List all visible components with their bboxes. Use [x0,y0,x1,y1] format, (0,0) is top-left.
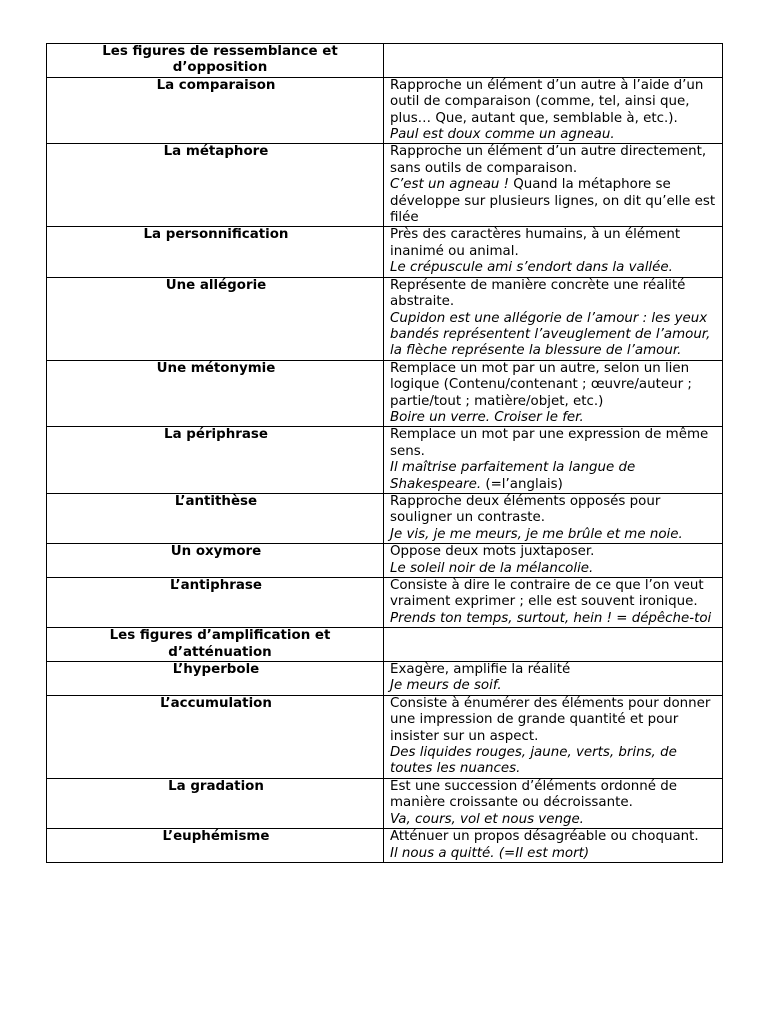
figure-definition [384,277,723,360]
definition-text: Quand la métaphore se développe sur plusieurs lignes, on dit qu’elle est filée [390,177,716,226]
section-heading-cell [47,44,384,78]
figure-definition [384,829,723,863]
example-text: Je meurs de soif. [390,678,502,694]
figure-term: L’accumulation [47,695,384,778]
table-row [47,695,723,778]
example-text: Va, cours, vol et nous venge. [390,811,584,827]
table-row [47,77,723,144]
table-row [47,662,723,696]
table-row [47,427,723,494]
example-text: Il maîtrise parfaitement la langue de Shakespeare. [390,460,636,492]
table-row [47,277,723,360]
table-row [47,829,723,863]
figure-term: Un oxymore [47,544,384,578]
figure-term: La comparaison [47,77,384,144]
section-heading-row [47,628,723,662]
example-text: C’est un agneau ! [390,177,510,193]
figure-definition [384,695,723,778]
table-row [47,493,723,543]
section-heading-row [47,44,723,78]
figure-term: Une allégorie [47,277,384,360]
section-heading: Les figures d’amplification et d’atténuation [109,628,331,660]
figures-de-style-table [46,43,723,863]
section-heading-empty-cell [384,44,723,78]
figure-term: La gradation [47,778,384,828]
definition-text: Consiste à dire le contraire de ce que l’on veut vraiment exprimer ; elle est souvent ironique. [390,578,704,610]
example-text: Le crépuscule ami s’endort dans la vallée. [390,260,673,276]
figure-definition [384,778,723,828]
section-heading: Les figures de ressemblance et d’opposition [102,44,338,76]
figure-term: L’antithèse [47,493,384,543]
definition-text: Atténuer un propos désagréable ou choquant. [390,829,699,845]
figure-definition [384,544,723,578]
figure-definition [384,360,723,427]
figure-term: La périphrase [47,427,384,494]
definition-text: Consiste à énumérer des éléments pour donner une impression de grande quantité et pour insister sur un aspect. [390,695,711,744]
definition-text: Remplace un mot par un autre, selon un lien logique (Contenu/contenant ; œuvre/auteur ; partie/tout ; matière/objet, etc.) [390,360,692,409]
figure-term: L’antiphrase [47,578,384,628]
figure-term: Une métonymie [47,360,384,427]
table-row [47,144,723,227]
figure-term: La personnification [47,227,384,277]
figure-term: L’euphémisme [47,829,384,863]
figure-definition [384,427,723,494]
figure-definition [384,493,723,543]
definition-text: Représente de manière concrète une réalité abstraite. [390,277,686,310]
definition-text: Près des caractères humains, à un élément inanimé ou animal. [390,227,681,259]
figure-definition [384,77,723,144]
section-heading-cell [47,628,384,662]
figure-term: La métaphore [47,144,384,227]
example-text: Boire un verre. Croiser le fer. [390,409,584,425]
definition-text: Est une succession d’éléments ordonné de manière croissante ou décroissante. [390,778,678,811]
figure-definition [384,578,723,628]
table-row [47,778,723,828]
example-text: Des liquides rouges, jaune, verts, brins, de toutes les nuances. [390,745,677,777]
definition-text: Rapproche un élément d’un autre à l’aide d’un outil de comparaison (comme, tel, ainsi que, plus… Que, autant que, semblable à, etc.). [390,77,704,126]
example-text: Le soleil noir de la mélancolie. [390,560,594,576]
example-text: Il nous a quitté. (=Il est mort) [390,845,590,861]
figure-definition [384,662,723,696]
table-row [47,227,723,277]
definition-text: Oppose deux mots juxtaposer. [390,544,595,560]
example-text: Prends ton temps, surtout, hein ! = dépêche-toi [390,610,712,626]
table-row [47,578,723,628]
section-heading-empty-cell [384,628,723,662]
table-row [47,360,723,427]
definition-text: Exagère, amplifie la réalité [390,662,571,678]
definition-text: Rapproche un élément d’un autre directement, sans outils de comparaison. [390,144,707,176]
figure-definition [384,227,723,277]
definition-text: Remplace un mot par une expression de même sens. [390,427,709,459]
figure-definition [384,144,723,227]
example-text: Je vis, je me meurs, je me brûle et me noie. [390,526,683,542]
figure-term: L’hyperbole [47,662,384,696]
definition-text: (=l’anglais) [481,476,563,492]
definition-text: Rapproche deux éléments opposés pour souligner un contraste. [390,493,661,526]
table-row [47,544,723,578]
example-text: Cupidon est une allégorie de l’amour : les yeux bandés représentent l’aveuglement de l’amour, la flèche représente la blessure de l’amour. [390,310,711,359]
example-text: Paul est doux comme un agneau. [390,127,615,143]
